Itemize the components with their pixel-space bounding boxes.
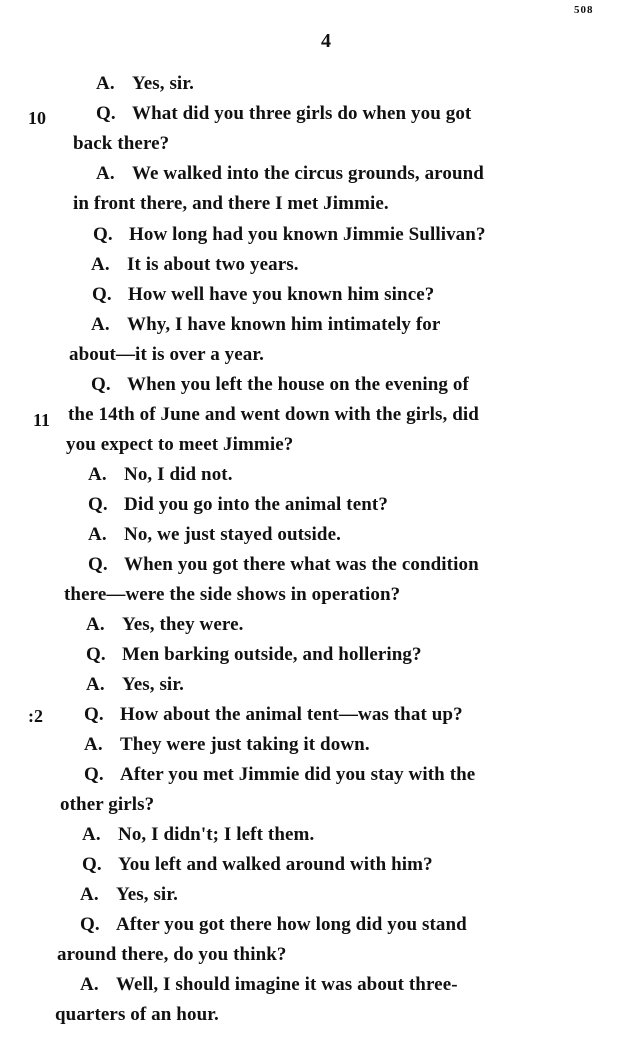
page-stamp: 508 (574, 4, 594, 16)
line-text: How long had you known Jimmie Sullivan? (129, 224, 486, 245)
speaker-label: A. (80, 974, 99, 995)
speaker-label: Q. (88, 494, 108, 515)
line-text: you expect to meet Jimmie? (66, 434, 294, 455)
speaker-label: A. (82, 824, 101, 845)
question-line (86, 644, 422, 666)
speaker-label: Q. (86, 644, 106, 665)
answer-line (80, 884, 178, 906)
line-text: in front there, and there I met Jimmie. (73, 193, 389, 214)
question-line (93, 224, 486, 246)
question-line (92, 284, 434, 306)
speaker-label: A. (91, 254, 110, 275)
line-text: around there, do you think? (57, 944, 287, 965)
line-text: After you met Jimmie did you stay with the (120, 764, 476, 785)
line-text: Well, I should imagine it was about three- (116, 974, 458, 995)
margin-number: :2 (28, 706, 43, 726)
speaker-label: Q. (91, 374, 111, 395)
line-text: back there? (73, 133, 170, 154)
answer-line (96, 73, 194, 95)
speaker-label: Q. (84, 764, 104, 785)
line-text: the 14th of June and went down with the girls, did (68, 404, 479, 425)
line-text: No, I did not. (124, 464, 233, 485)
answer-line (96, 163, 484, 185)
line-text: It is about two years. (127, 254, 299, 275)
continuation-line (57, 944, 287, 966)
answer-line (80, 974, 458, 996)
line-text: What did you three girls do when you got (132, 103, 472, 124)
question-line (88, 554, 479, 576)
speaker-label: A. (91, 314, 110, 335)
question-line (91, 374, 469, 396)
margin-number: 11 (33, 410, 51, 430)
speaker-label: Q. (84, 704, 104, 725)
speaker-label: A. (88, 464, 107, 485)
answer-line (86, 614, 243, 636)
line-text: No, I didn't; I left them. (118, 824, 315, 845)
speaker-label: A. (96, 73, 115, 94)
line-text: about—it is over a year. (69, 344, 265, 365)
line-text: When you got there what was the condition (124, 554, 479, 575)
speaker-label: A. (96, 163, 115, 184)
margin-number: 10 (28, 108, 46, 128)
question-line (88, 494, 388, 516)
line-text: Yes, sir. (122, 674, 184, 695)
question-line (96, 103, 471, 125)
line-text: When you left the house on the evening of (127, 374, 469, 395)
line-text: Men barking outside, and hollering? (122, 644, 422, 665)
answer-line (88, 524, 341, 546)
line-text: After you got there how long did you stand (116, 914, 467, 935)
line-text: Yes, sir. (116, 884, 178, 905)
continuation-line (73, 193, 389, 215)
continuation-line (55, 1004, 219, 1026)
continuation-line (64, 584, 400, 606)
answer-line (82, 824, 314, 846)
answer-line (91, 314, 440, 336)
speaker-label: Q. (93, 224, 113, 245)
line-text: You left and walked around with him? (118, 854, 433, 875)
speaker-label: A. (86, 614, 105, 635)
answer-line (86, 674, 184, 696)
speaker-label: A. (86, 674, 105, 695)
line-text: They were just taking it down. (120, 734, 370, 755)
line-text: How about the animal tent—was that up? (120, 704, 463, 725)
speaker-label: Q. (96, 103, 116, 124)
continuation-line (66, 434, 293, 456)
speaker-label: A. (80, 884, 99, 905)
continuation-line (69, 344, 264, 366)
answer-line (84, 734, 370, 756)
line-text: quarters of an hour. (55, 1004, 219, 1025)
line-text: We walked into the circus grounds, around (132, 163, 484, 184)
line-text: other girls? (60, 794, 155, 815)
question-line (80, 914, 467, 936)
speaker-label: A. (88, 524, 107, 545)
line-text: Why, I have known him intimately for (127, 314, 441, 335)
answer-line (91, 254, 299, 276)
line-text: No, we just stayed outside. (124, 524, 341, 545)
page-number: 4 (321, 30, 331, 52)
line-text: Yes, sir. (132, 73, 194, 94)
speaker-label: Q. (88, 554, 108, 575)
question-line (82, 854, 433, 876)
speaker-label: Q. (92, 284, 112, 305)
line-text: Yes, they were. (122, 614, 244, 635)
line-text: Did you go into the animal tent? (124, 494, 388, 515)
line-text: there—were the side shows in operation? (64, 584, 401, 605)
speaker-label: A. (84, 734, 103, 755)
continuation-line (60, 794, 154, 816)
continuation-line (73, 133, 169, 155)
answer-line (88, 464, 233, 486)
line-text: How well have you known him since? (128, 284, 435, 305)
continuation-line (68, 404, 479, 426)
speaker-label: Q. (82, 854, 102, 875)
question-line (84, 704, 463, 726)
question-line (84, 764, 475, 786)
speaker-label: Q. (80, 914, 100, 935)
